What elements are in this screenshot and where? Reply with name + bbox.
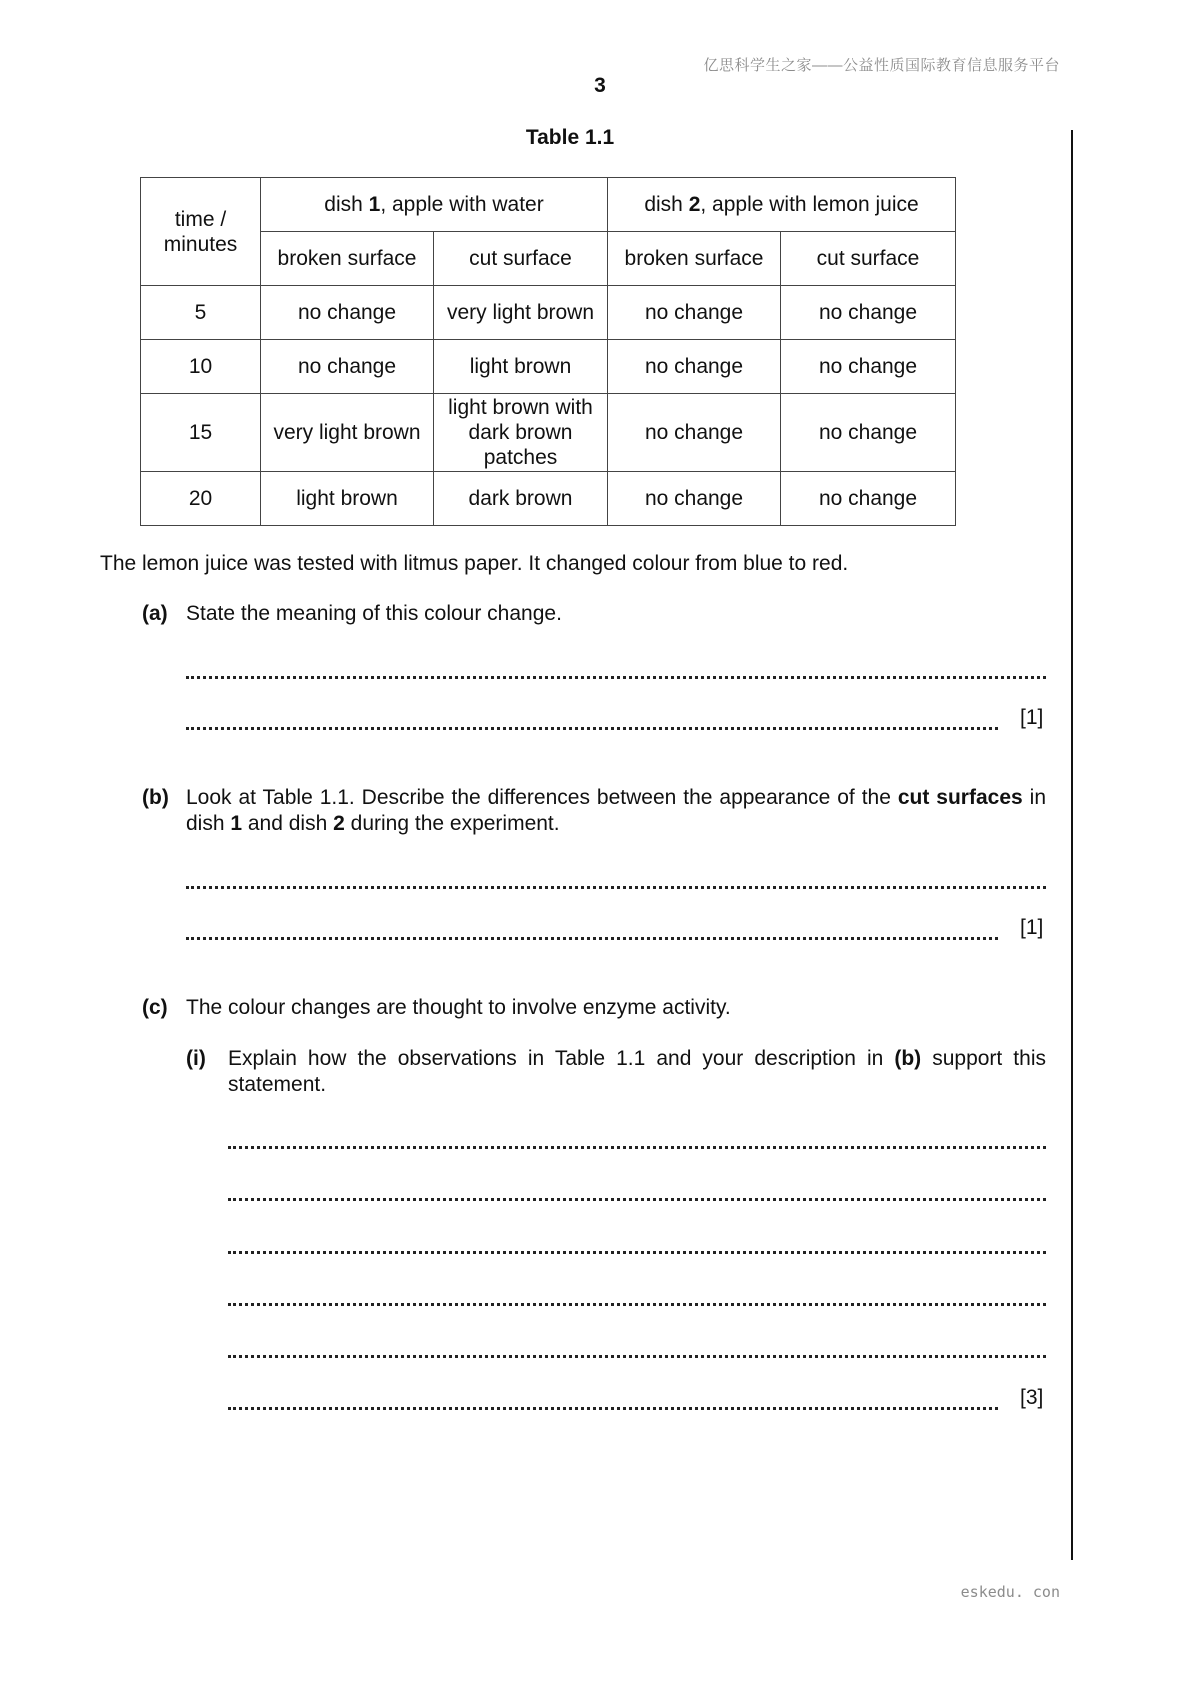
table-caption: Table 1.1: [525, 126, 615, 149]
results-table: [140, 177, 956, 526]
question-a-text: State the meaning of this colour change.: [186, 602, 562, 625]
table-cell: no change: [781, 472, 956, 526]
subheader-cell: cut surface: [434, 232, 608, 286]
question-b-label: (b): [142, 786, 169, 809]
subheader-cell: broken surface: [608, 232, 781, 286]
header-dish-2: dish 2, apple with lemon juice: [608, 178, 956, 232]
answer-line[interactable]: [228, 1303, 1046, 1306]
header-dish-1: dish 1, apple with water: [261, 178, 608, 232]
table-subheader-row: [141, 232, 956, 286]
subheader-cell: cut surface: [781, 232, 956, 286]
table-cell: very light brown: [261, 394, 434, 472]
answer-line[interactable]: [186, 727, 998, 730]
answer-line[interactable]: [186, 937, 998, 940]
question-a-label: (a): [142, 602, 168, 625]
marks-a: [1]: [1020, 706, 1044, 729]
answer-line[interactable]: [186, 676, 1046, 679]
page-number: 3: [594, 74, 606, 97]
table-cell: very light brown: [434, 286, 608, 340]
table-cell: light brown: [261, 472, 434, 526]
table-cell: 20: [141, 472, 261, 526]
table-cell: 10: [141, 340, 261, 394]
answer-line[interactable]: [228, 1355, 1046, 1358]
subheader-cell: broken surface: [261, 232, 434, 286]
question-c-i-label: (i): [186, 1047, 206, 1070]
table-cell: dark brown: [434, 472, 608, 526]
table-cell: no change: [261, 340, 434, 394]
question-c-text: The colour changes are thought to involve enzyme activity.: [186, 996, 731, 1019]
table-cell: light brown with dark brown patches: [434, 394, 608, 472]
table-cell: light brown: [434, 340, 608, 394]
answer-line[interactable]: [228, 1251, 1046, 1254]
table-cell: 5: [141, 286, 261, 340]
question-c-label: (c): [142, 996, 168, 1019]
table-row: [141, 394, 956, 472]
answer-line[interactable]: [228, 1198, 1046, 1201]
watermark-header: 亿思科学生之家——公益性质国际教育信息服务平台: [703, 57, 1060, 74]
answer-line[interactable]: [228, 1407, 998, 1410]
question-b-text: Look at Table 1.1. Describe the differences between the appearance of the cut surfaces in dish 1 and dish 2 during the experiment.: [186, 786, 1046, 835]
table-cell: no change: [261, 286, 434, 340]
marks-b: [1]: [1020, 916, 1044, 939]
table-cell: no change: [608, 286, 781, 340]
table-cell: no change: [781, 340, 956, 394]
table-cell: no change: [781, 286, 956, 340]
table-row: [141, 472, 956, 526]
table-cell: no change: [781, 394, 956, 472]
header-time: time / minutes: [141, 178, 261, 286]
table-row: [141, 286, 956, 340]
answer-line[interactable]: [186, 886, 1046, 889]
marks-c-i: [3]: [1020, 1386, 1044, 1409]
table-row: [141, 340, 956, 394]
margin-rule: [1071, 130, 1073, 1560]
table-cell: no change: [608, 472, 781, 526]
table-cell: 15: [141, 394, 261, 472]
intro-text: The lemon juice was tested with litmus paper. It changed colour from blue to red.: [100, 552, 849, 575]
table-cell: no change: [608, 394, 781, 472]
watermark-footer: eskedu. con: [960, 1583, 1060, 1601]
answer-line[interactable]: [228, 1146, 1046, 1149]
table-cell: no change: [608, 340, 781, 394]
question-c-i-text: Explain how the observations in Table 1.1 and your description in (b) support this statement.: [228, 1047, 1046, 1096]
table-header-row: [141, 178, 956, 232]
